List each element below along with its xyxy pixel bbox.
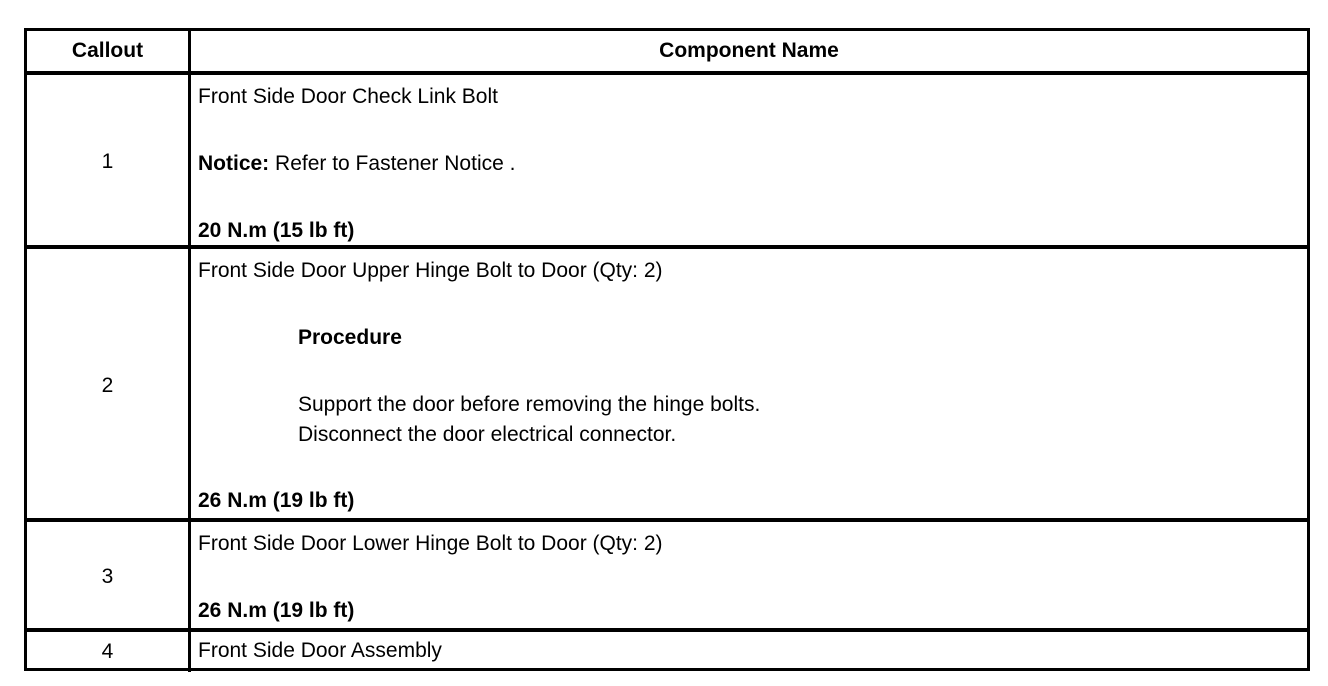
notice-line [198,152,515,176]
component-table [24,28,1310,671]
header-callout: Callout [71,39,144,62]
procedure-title: Procedure [298,326,402,349]
notice-label: Notice: [198,152,270,175]
component-cell-1 [191,75,1307,249]
component-name-4: Front Side Door Assembly [198,639,442,662]
notice-text: Refer to Fastener Notice . [269,152,516,175]
procedure-step-2: Disconnect the door electrical connector. [298,423,677,446]
component-cell-2 [191,249,1307,522]
component-name-2: Front Side Door Upper Hinge Bolt to Door (Qty: 2) [198,259,663,282]
torque-1: 20 N.m (15 lb ft) [198,219,355,242]
table-header-row [27,31,1307,71]
table-row-2 [27,245,1307,522]
torque-3: 26 N.m (19 lb ft) [198,599,355,622]
torque-2: 26 N.m (19 lb ft) [198,489,355,512]
component-cell-4 [191,632,1307,672]
table-row-4 [27,628,1307,672]
component-name-1: Front Side Door Check Link Bolt [198,85,498,108]
component-name-3: Front Side Door Lower Hinge Bolt to Door (Qty: 2) [198,532,663,555]
callout-3: 3 [101,565,114,588]
callout-4: 4 [101,640,114,663]
procedure-step-1: Support the door before removing the hinge bolts. [298,393,761,416]
callout-1: 1 [101,150,114,173]
component-cell-3 [191,522,1307,632]
table-row-3 [27,518,1307,632]
header-component-name: Component Name [659,39,839,62]
table-row-1 [27,71,1307,249]
callout-2: 2 [101,373,114,397]
